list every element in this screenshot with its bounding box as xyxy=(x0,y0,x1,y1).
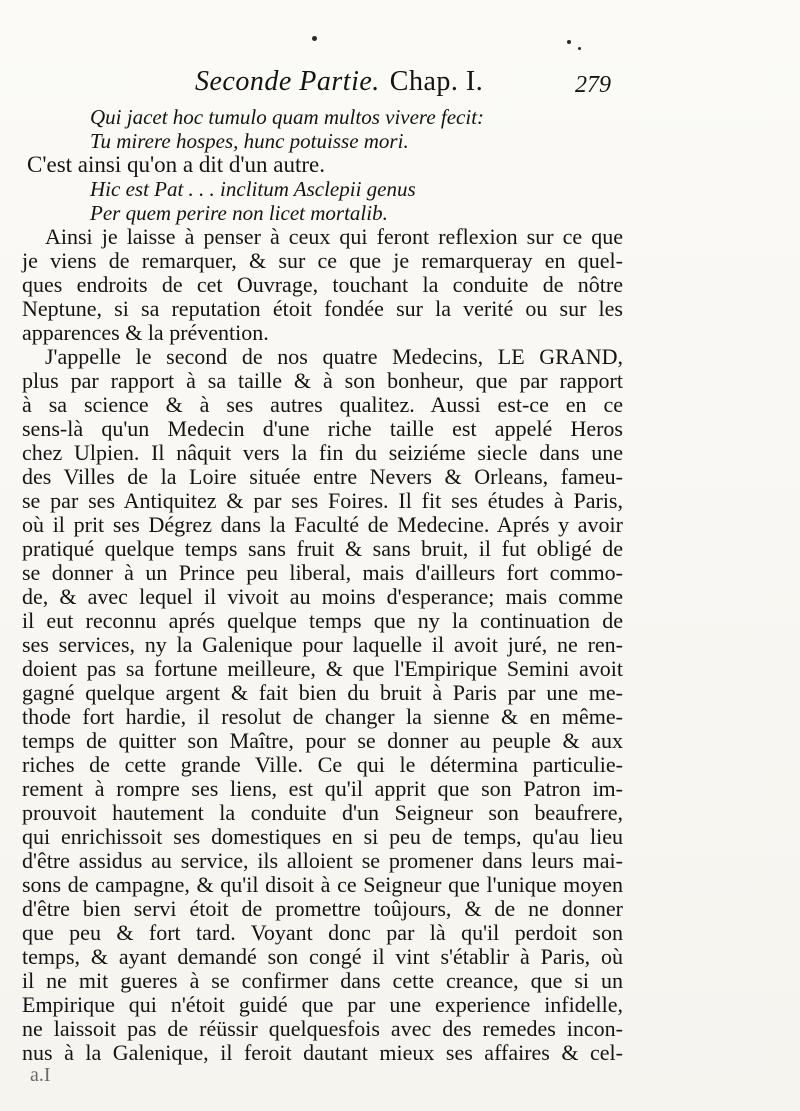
running-title xyxy=(195,66,483,98)
text-line: J'appelle le second de nos quatre Medecins, LE GRAND, xyxy=(45,344,623,369)
text-line: qui enrichissoit ses domestiques en si peu de temps, qu'au lieu xyxy=(22,824,623,849)
text-line: se par ses Antiquitez & par ses Foires. Il fit ses études à Paris, xyxy=(22,488,623,513)
text-line: plus par rapport à sa taille & à son bonheur, que par rapport xyxy=(22,368,623,393)
part-title: Seconde Partie. xyxy=(195,66,380,97)
text-line: des Villes de la Loire située entre Nevers & Orleans, fameu- xyxy=(22,464,623,489)
text-line: se donner à un Prince peu liberal, mais d'ailleurs fort commo- xyxy=(22,560,623,585)
text-line: de, & avec lequel il vivoit au moins d'esperance; mais comme xyxy=(22,584,623,609)
text-line: doient pas sa fortune meilleure, & que l'Empirique Semini avoit xyxy=(22,656,623,681)
text-line: sons de campagne, & qu'il disoit à ce Seigneur que l'unique moyen xyxy=(22,872,623,897)
text-line: chez Ulpien. Il nâquit vers la fin du seiziéme siecle dans une xyxy=(22,440,623,465)
text-line: riches de cette grande Ville. Ce qui le détermina particulie- xyxy=(22,752,623,777)
page-number: 279 xyxy=(575,72,611,98)
text-line: je viens de remarquer, & sur ce que je remarqueray en quel- xyxy=(22,248,623,273)
text-line: à sa science & à ses autres qualitez. Aussi est-ce en ce xyxy=(22,392,623,417)
text-line: Empirique qui n'étoit guidé que par une experience infidelle, xyxy=(22,992,623,1017)
text-line: où il prit ses Dégrez dans la Faculté de Medecine. Aprés y avoir xyxy=(22,512,623,537)
text-line: rement à rompre ses liens, est qu'il apprit que son Patron im- xyxy=(22,776,623,801)
verse-line: Per quem perire non licet mortalib. xyxy=(90,201,388,225)
ink-speck xyxy=(312,36,317,41)
text-line: temps, & ayant demandé son congé il vint s'établir à Paris, où xyxy=(22,944,623,969)
text-line: nus à la Galenique, il feroit dautant mieux ses affaires & cel- xyxy=(22,1040,623,1065)
text-line: pratiqué quelque temps sans fruit & sans bruit, il fut obligé de xyxy=(22,536,623,561)
text-line: ses services, ny la Galenique pour laquelle il avoit juré, ne ren- xyxy=(22,632,623,657)
verse-line: Tu mirere hospes, hunc potuisse mori. xyxy=(90,129,409,153)
ink-speck xyxy=(567,40,571,44)
text-line: Ainsi je laisse à penser à ceux qui feront reflexion sur ce que xyxy=(45,224,623,249)
text-line: temps de quitter son Maître, pour se donner au peuple & aux xyxy=(22,728,623,753)
text-line: gagné quelque argent & fait bien du bruit à Paris par une me- xyxy=(22,680,623,705)
text-line: il ne mit gueres à se confirmer dans cette creance, que si un xyxy=(22,968,623,993)
ink-speck xyxy=(578,47,581,50)
verse-line: Hic est Pat . . . inclitum Asclepii genus xyxy=(90,177,416,201)
text-line: ne laissoit pas de réüssir quelquesfois avec des remedes incon- xyxy=(22,1016,623,1041)
text-line: Neptune, si sa reputation étoit fondée sur la verité ou sur les xyxy=(22,296,623,321)
chapter-label: Chap. I. xyxy=(389,66,484,97)
text-line: que peu & fort tard. Voyant donc par là qu'il perdoit son xyxy=(22,920,623,945)
verse-line: Qui jacet hoc tumulo quam multos vivere fecit: xyxy=(90,105,485,129)
text-line: apparences & la prévention. xyxy=(22,320,269,345)
verse-intro: C'est ainsi qu'on a dit d'un autre. xyxy=(27,152,325,177)
text-line: d'être assidus au service, ils alloient se promener dans leurs mai- xyxy=(22,848,623,873)
text-line: d'être bien servi étoit de promettre toûjours, & de ne donner xyxy=(22,896,623,921)
text-line: il eut reconnu aprés quelque temps que ny la continuation de xyxy=(22,608,623,633)
text-line: sens-là qu'un Medecin d'une riche taille est appelé Heros xyxy=(22,416,623,441)
text-line: thode fort hardie, il resolut de changer la sienne & en même- xyxy=(22,704,623,729)
signature-mark: a.I xyxy=(30,1064,51,1086)
running-head xyxy=(0,66,800,106)
text-line: ques endroits de cet Ouvrage, touchant la conduite de nôtre xyxy=(22,272,623,297)
text-line: prouvoit hautement la conduite d'un Seigneur son beaufrere, xyxy=(22,800,623,825)
